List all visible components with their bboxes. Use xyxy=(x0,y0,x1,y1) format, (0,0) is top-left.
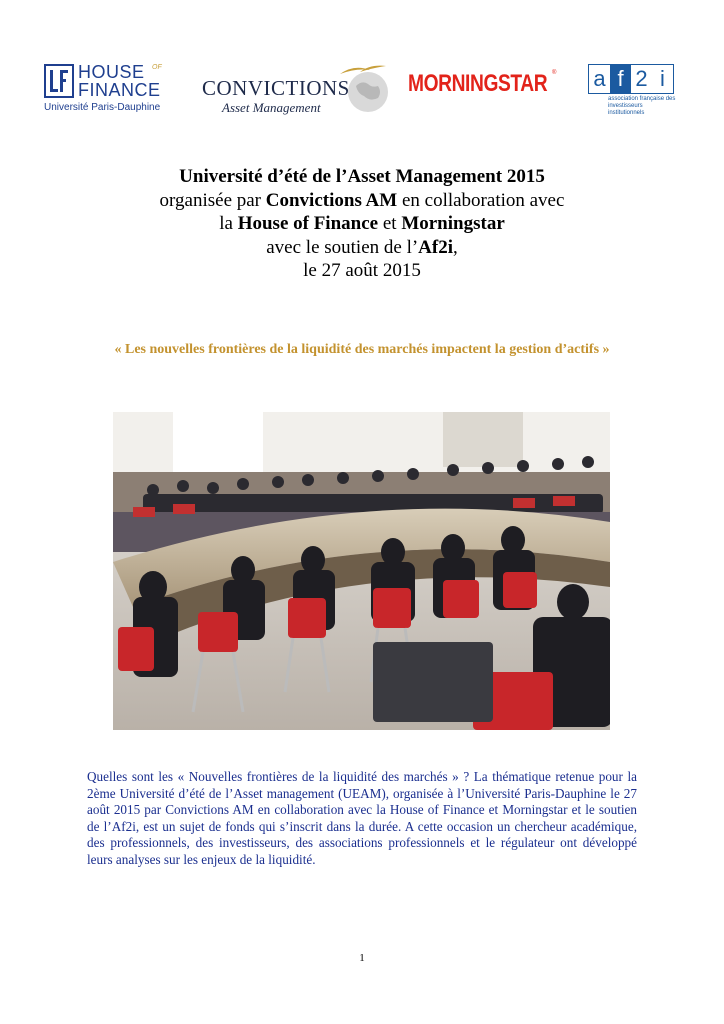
title-line2-post: en collaboration avec xyxy=(397,189,565,211)
af2i-letter-box xyxy=(588,64,674,94)
conference-photo xyxy=(113,412,610,730)
title-line5: le 27 août 2015 xyxy=(303,260,421,281)
subtitle-quote: « Les nouvelles frontières de la liquidité des marchés impactent la gestion d’actifs » xyxy=(114,342,610,357)
logo-bar xyxy=(40,58,680,120)
page-number: 1 xyxy=(359,952,365,964)
house-of-finance-logo xyxy=(44,64,176,116)
title-line4-post: , xyxy=(453,236,458,258)
house-of-finance-line1: HOUSE xyxy=(78,62,145,82)
title-line1: Université d’été de l’Asset Management 2015 xyxy=(179,166,545,187)
title-line4-pre: avec le soutien de l’ xyxy=(266,236,419,258)
af2i-letter-f: f xyxy=(610,65,631,93)
title-line3-pre: la xyxy=(219,213,238,234)
title-line2-bold: Convictions AM xyxy=(265,189,398,211)
morningstar-registered: ® xyxy=(552,70,557,76)
convictions-logo xyxy=(200,58,390,118)
af2i-logo xyxy=(588,64,674,120)
title-line4 xyxy=(0,236,724,260)
convictions-tagline: Asset Management xyxy=(222,100,321,115)
morningstar-name: MORNINGSTAR xyxy=(408,70,548,97)
house-of-finance-mark-icon xyxy=(44,64,74,98)
house-of-finance-of: OF xyxy=(152,64,162,71)
title-line3 xyxy=(0,212,724,236)
title-line3-mid: et xyxy=(378,213,402,234)
house-of-finance-line3: Université Paris-Dauphine xyxy=(44,102,161,113)
convictions-name: CONVICTIONS xyxy=(202,76,350,100)
title-line2-pre: organisée par xyxy=(159,189,266,211)
title-line2 xyxy=(0,189,724,213)
title-line3-bold1: House of Finance xyxy=(237,213,379,234)
af2i-letter-a: a xyxy=(593,66,606,91)
af2i-letter-i: i xyxy=(660,66,665,91)
body-paragraph: Quelles sont les « Nouvelles frontières de la liquidité des marchés » ? La thématique retenue pour la 2ème Université d’été de l’Asset management (UEAM), organisée à l’Université Paris-Dauphine le 27 août 2015 par Convictions AM en collaboration avec la House of Finance et Morningstar et le soutien de l’Af2i, est un sujet de fonds qui s’inscrit dans la durée. A cette occasion un chercheur académique, des professionnels, des investisseurs, des associations professionnels et le régulateur ont développé leurs analyses sur les enjeux de la liquidité. xyxy=(87,769,637,867)
morningstar-logo xyxy=(408,70,558,104)
af2i-subtitle: association française des investisseurs institutionnels xyxy=(608,96,676,116)
title-line4-bold: Af2i xyxy=(418,236,453,258)
house-of-finance-line2: FINANCE xyxy=(78,80,161,100)
af2i-letter-2: 2 xyxy=(635,66,648,91)
title-block xyxy=(0,165,724,283)
title-line3-bold2: Morningstar xyxy=(401,213,505,234)
